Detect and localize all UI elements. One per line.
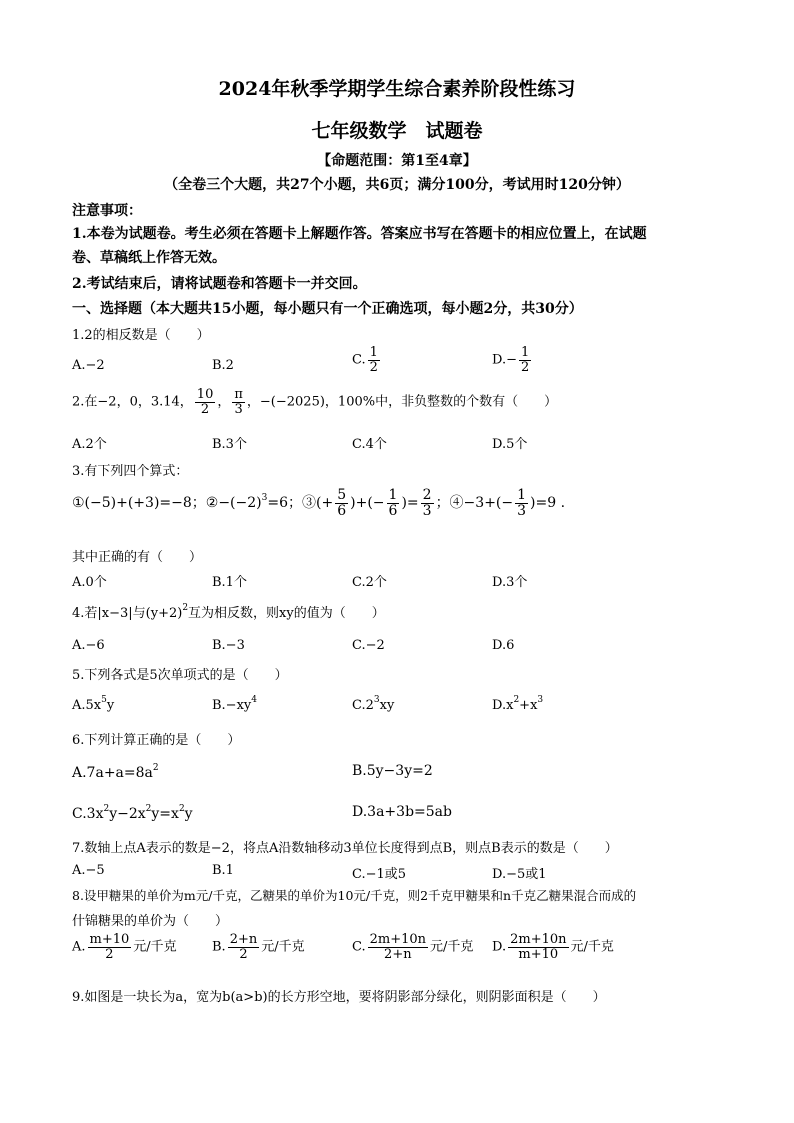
q4-stem: 4.若|x−3|与$(y+2)^2$互为相反数，则xy的值为（ ） (72, 603, 385, 621)
q4-option-d: D.6 (492, 638, 515, 653)
note-1-line-1: 1.本卷为试题卷。考生必须在答题卡上解题作答。答案应书写在答题卡的相应位置上，在试题 (72, 226, 647, 242)
q7-option-a: A.−5 (72, 863, 105, 878)
q6-stem: 6.下列计算正确的是（ ） (72, 733, 241, 748)
q4-option-c: C.−2 (352, 638, 385, 653)
q9-stem: 9.如图是一块长为a，宽为b(a>b)的长方形空地，要将阴影部分绿化，则阴影面积是（ ） (72, 990, 606, 1005)
q3-ask: 其中正确的有（ ） (72, 550, 203, 565)
exam-info: （全卷三个大题，共27个小题，共6页；满分100分，考试用时120分钟） (164, 177, 630, 193)
q4-option-a: A.−6 (72, 638, 105, 653)
q1-option-d: D.− $\frac{1}{2}$ (492, 345, 530, 375)
q3-option-a: A.0个 (72, 575, 107, 590)
q7-option-b: B.1 (212, 863, 234, 878)
q3-option-d: D.3个 (492, 575, 528, 590)
q3-stem: 3.有下列四个算式： (72, 464, 189, 479)
section-1-heading: 一、选择题（本大题共15小题，每小题只有一个正确选项，每小题2分，共30分） (72, 301, 583, 317)
q3-expressions: ①(−5)+(+3)=−8；$②-(-2)^3=6$；③(+ $\frac{5}{6}$ )+(− $\frac{1}{6}$ )= $\frac{2}{3}$ ；④−3+(− $\frac{1}{3}$ )=9 . (72, 487, 566, 519)
q7-option-d: D.−5或1 (492, 867, 547, 882)
q8-stem-line-1: 8.设甲糖果的单价为m元/千克，乙糖果的单价为10元/千克，则2千克甲糖果和n千克乙糖果混合而成的 (72, 888, 637, 903)
q8-option-d: D. $\frac{2m+10n}{m+10}$ 元/千克 (492, 932, 614, 962)
q1-stem: 1.2的相反数是（ ） (72, 328, 210, 343)
q3-option-c: C.2个 (352, 575, 387, 590)
q5-stem: 5.下列各式是5次单项式的是（ ） (72, 668, 288, 683)
q5-option-d: $D.x^2+x^3$ (492, 695, 544, 713)
q1-option-a: A.−2 (72, 358, 105, 373)
q6-option-d: D.3a+3b=5ab (352, 804, 452, 820)
notes-heading: 注意事项： (72, 203, 142, 219)
q1-option-c: C. $\frac{1}{2}$ (352, 345, 378, 375)
q6-option-a: $A.7a+a=8a^2$ (72, 763, 159, 781)
q6-option-c: $C.3x^2y-2x^2y=x^2y$ (72, 804, 193, 822)
q7-option-c: C.−1或5 (352, 867, 407, 882)
note-2: 2.考试结束后，请将试题卷和答题卡一并交回。 (72, 276, 367, 292)
q3-option-b: B.1个 (212, 575, 247, 590)
q5-option-a: $A.5x^5y$ (72, 695, 115, 713)
q6-option-b: B.5y−3y=2 (352, 763, 433, 779)
q1-option-b: B.2 (212, 358, 234, 373)
q8-option-b: B. $\frac{2+n}{2}$ 元/千克 (212, 932, 305, 962)
q2-stem: 2.在−2，0，3.14， $\frac{10}{2}$ ， $\frac{\pi}{3}$ ，−(−2025)，100%中，非负整数的个数有（ ） (72, 387, 558, 417)
q2-option-a: A.2个 (72, 437, 107, 452)
q5-option-b: $B.-xy^4$ (212, 695, 257, 713)
exam-scope: 【命题范围：第1至4章】 (317, 153, 477, 169)
note-1-line-2: 卷、草稿纸上作答无效。 (72, 250, 226, 266)
q2-option-b: B.3个 (212, 437, 247, 452)
exam-title: 2024年秋季学期学生综合素养阶段性练习 (218, 78, 576, 100)
q8-option-c: C. $\frac{2m+10n}{2+n}$ 元/千克 (352, 932, 474, 962)
q2-option-c: C.4个 (352, 437, 387, 452)
q7-stem: 7.数轴上点A表示的数是−2，将点A沿数轴移动3单位长度得到点B，则点B表示的数是（ ） (72, 841, 618, 856)
q5-option-c: $C.2^3xy$ (352, 695, 395, 713)
q8-stem-line-2: 什锦糖果的单价为（ ） (72, 914, 229, 929)
q8-option-a: A. $\frac{m+10}{2}$ 元/千克 (72, 932, 177, 962)
q4-option-b: B.−3 (212, 638, 245, 653)
q2-option-d: D.5个 (492, 437, 528, 452)
exam-subtitle: 七年级数学 试题卷 (311, 120, 483, 142)
